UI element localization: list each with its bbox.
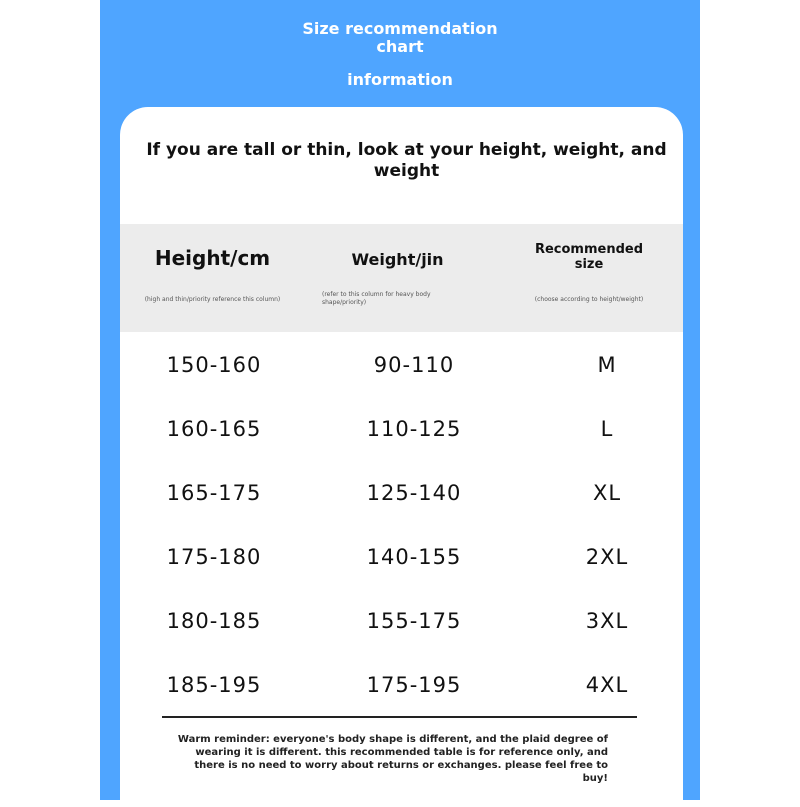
column-note-weight: (refer to this column for heavy body shape/priority) <box>322 291 431 306</box>
divider <box>162 716 637 718</box>
column-header-weight: Weight/jin <box>351 250 444 269</box>
cell-size: XL <box>592 481 622 505</box>
cell-weight: 110-125 <box>366 417 462 441</box>
cell-size: 4XL <box>585 673 629 697</box>
page-subtitle: information <box>347 70 453 89</box>
cell-weight: 125-140 <box>366 481 462 505</box>
intro-text: If you are tall or thin, look at your height, weight, and weight <box>146 140 667 181</box>
cell-weight: 90-110 <box>373 353 455 377</box>
cell-size: 3XL <box>585 609 629 633</box>
column-header-height: Height/cm <box>154 246 271 270</box>
content-card <box>120 107 683 807</box>
table-header-band <box>120 224 683 332</box>
column-note-height: (high and thin/priority reference this column) <box>144 296 281 303</box>
cell-height: 175-180 <box>166 545 262 569</box>
cell-weight: 140-155 <box>366 545 462 569</box>
column-header-size: Recommended size <box>534 242 644 272</box>
cell-height: 185-195 <box>166 673 262 697</box>
cell-height: 180-185 <box>166 609 262 633</box>
page-title-line2: chart <box>376 37 424 56</box>
cell-weight: 155-175 <box>366 609 462 633</box>
page-title <box>0 20 800 56</box>
page-title-line1: Size recommendation <box>302 19 498 38</box>
cell-size: L <box>600 417 614 441</box>
cell-size: 2XL <box>585 545 629 569</box>
cell-height: 160-165 <box>166 417 262 441</box>
cell-size: M <box>597 353 617 377</box>
cell-weight: 175-195 <box>366 673 462 697</box>
warm-reminder: Warm reminder: everyone's body shape is different, and the plaid degree of wearing it is different. this recommended table is for reference only, and there is no need to worry about returns or exchanges. please feel free to buy! <box>177 734 608 784</box>
cell-height: 150-160 <box>166 353 262 377</box>
cell-height: 165-175 <box>166 481 262 505</box>
column-note-size: (choose according to height/weight) <box>534 296 644 303</box>
